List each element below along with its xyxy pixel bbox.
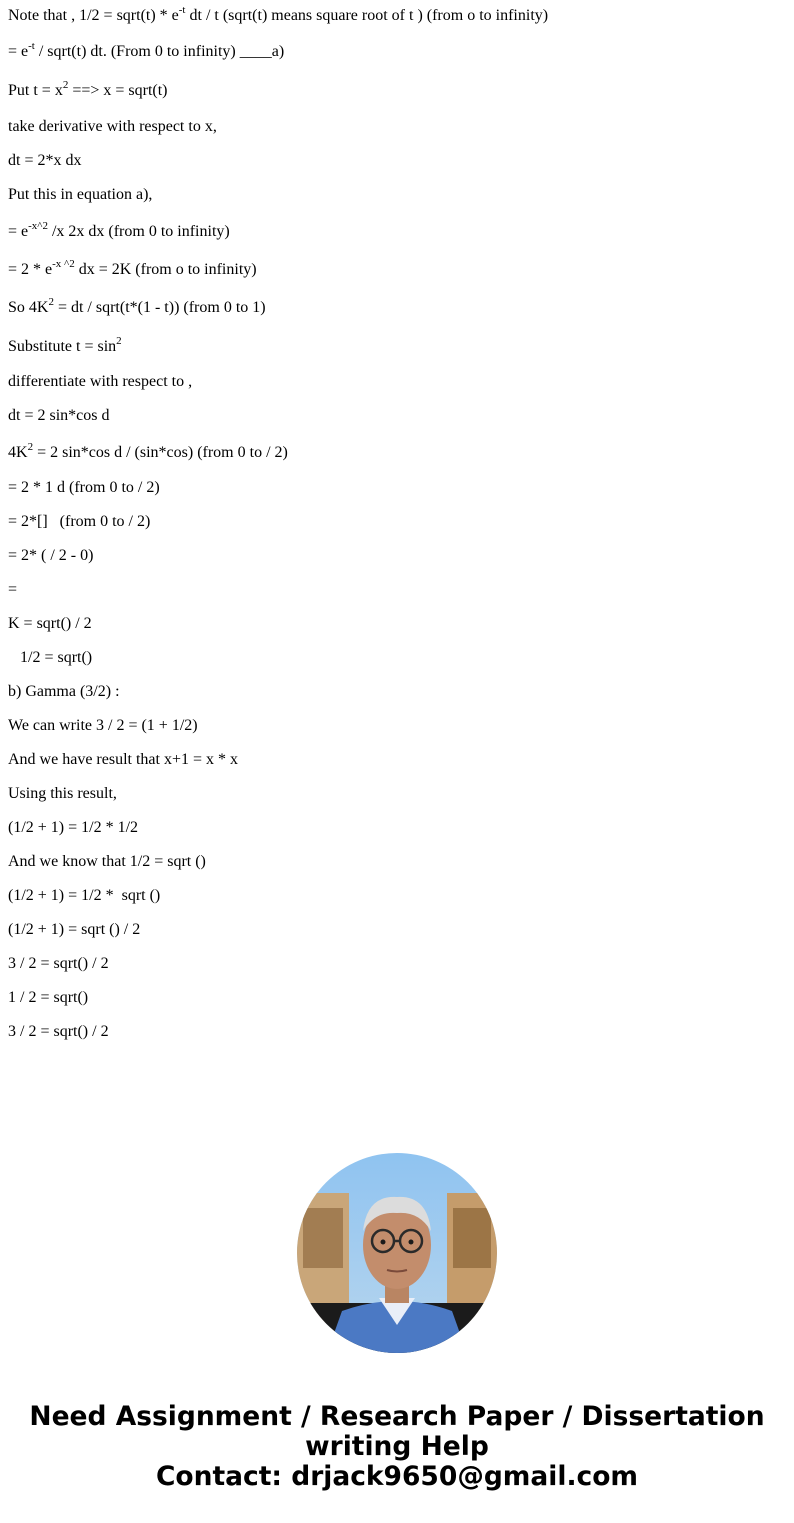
solution-line: [8, 1023, 109, 1041]
line-text: Note that , 1/2 = sqrt(t) * e: [8, 7, 179, 24]
superscript: -x ^2: [52, 257, 75, 270]
solution-line: [8, 152, 81, 170]
solution-line: [8, 887, 160, 905]
line-text: = e: [8, 43, 29, 60]
solution-line: [8, 649, 92, 667]
line-text: b) Gamma (3/2) :: [8, 683, 120, 700]
footer-line-1: Need Assignment / Research Paper / Dissertation: [29, 1401, 765, 1432]
line-text: dt = 2*x dx: [8, 152, 82, 169]
line-text: (1/2 + 1) = sqrt () / 2: [8, 921, 141, 938]
superscript: -t: [28, 39, 35, 52]
solution-line: [8, 257, 257, 279]
line-text: And we have result that x+1 = x * x: [8, 751, 238, 768]
line-text: 3 / 2 = sqrt() / 2: [8, 955, 109, 972]
line-text: = 2 * e: [8, 261, 53, 278]
solution-line: [8, 921, 140, 939]
superscript: -x^2: [28, 219, 48, 232]
line-text: = e: [8, 223, 29, 240]
solution-line: [8, 751, 238, 769]
line-text: / sqrt(t) dt. (From 0 to infinity) ____a): [34, 43, 285, 60]
solution-line: [8, 373, 192, 391]
line-text: dx = 2K (from o to infinity): [74, 261, 257, 278]
author-portrait-photo: [297, 1153, 497, 1353]
superscript: 2: [116, 334, 122, 347]
line-text: Put this in equation a),: [8, 186, 153, 203]
line-text: 3 / 2 = sqrt() / 2: [8, 1023, 109, 1040]
line-text: =: [8, 581, 18, 598]
line-text: = 2 * 1 d (from 0 to / 2): [8, 479, 160, 496]
solution-line: [8, 407, 109, 425]
superscript: 2: [62, 78, 69, 91]
solution-line: [8, 547, 93, 565]
solution-line: [8, 479, 160, 497]
solution-line: [8, 513, 150, 531]
superscript: -t: [178, 3, 186, 16]
line-text: = dt / sqrt(t*(1 - t)) (from 0 to 1): [53, 299, 266, 316]
solution-line: [8, 219, 230, 241]
line-text: = 2*[] (from 0 to / 2): [8, 513, 151, 530]
solution-line: [8, 785, 117, 803]
line-text: 1/2 = sqrt(): [8, 649, 93, 666]
solution-line: [8, 989, 88, 1007]
line-text: Using this result,: [8, 785, 117, 802]
solution-line: [8, 440, 288, 462]
line-text: /x 2x dx (from 0 to infinity): [47, 223, 230, 240]
superscript: 2: [27, 440, 34, 453]
line-text: differentiate with respect to ,: [8, 373, 193, 390]
line-text: dt / t (sqrt(t) means square root of t ) (from o to infinity): [185, 7, 549, 24]
footer-line-2: writing Help: [305, 1431, 489, 1462]
solution-line: [8, 118, 217, 136]
footer-line-3: Contact: drjack9650@gmail.com: [155, 1461, 639, 1492]
solution-line: [8, 955, 109, 973]
solution-line: [8, 186, 152, 204]
solution-line: [8, 853, 206, 871]
line-text: take derivative with respect to x,: [8, 118, 217, 135]
line-text: (1/2 + 1) = 1/2 * sqrt (): [8, 887, 161, 904]
line-text: 1 / 2 = sqrt(): [8, 989, 89, 1006]
solution-line: [8, 581, 17, 599]
solution-line: [8, 334, 122, 356]
solution-line: [8, 3, 549, 25]
line-text: Substitute t = sin: [8, 338, 117, 355]
line-text: 4K: [8, 444, 28, 461]
solution-line: [8, 717, 198, 735]
line-text: We can write 3 / 2 = (1 + 1/2): [8, 717, 198, 734]
contact-footer: [0, 1402, 794, 1492]
line-text: So 4K: [8, 299, 49, 316]
line-text: And we know that 1/2 = sqrt (): [8, 853, 206, 870]
line-text: dt = 2 sin*cos d: [8, 407, 110, 424]
solution-line: [8, 683, 120, 701]
line-text: (1/2 + 1) = 1/2 * 1/2: [8, 819, 139, 836]
line-text: K = sqrt() / 2: [8, 615, 92, 632]
line-text: Put t = x: [8, 82, 63, 99]
solution-line: [8, 295, 266, 317]
line-text: = 2 sin*cos d / (sin*cos) (from 0 to / 2): [33, 444, 288, 461]
solution-line: [8, 819, 138, 837]
solution-line: [8, 39, 285, 61]
superscript: 2: [48, 295, 54, 308]
line-text: = 2* ( / 2 - 0): [8, 547, 94, 564]
solution-line: [8, 615, 92, 633]
solution-line: [8, 78, 168, 100]
line-text: ==> x = sqrt(t): [68, 82, 168, 99]
